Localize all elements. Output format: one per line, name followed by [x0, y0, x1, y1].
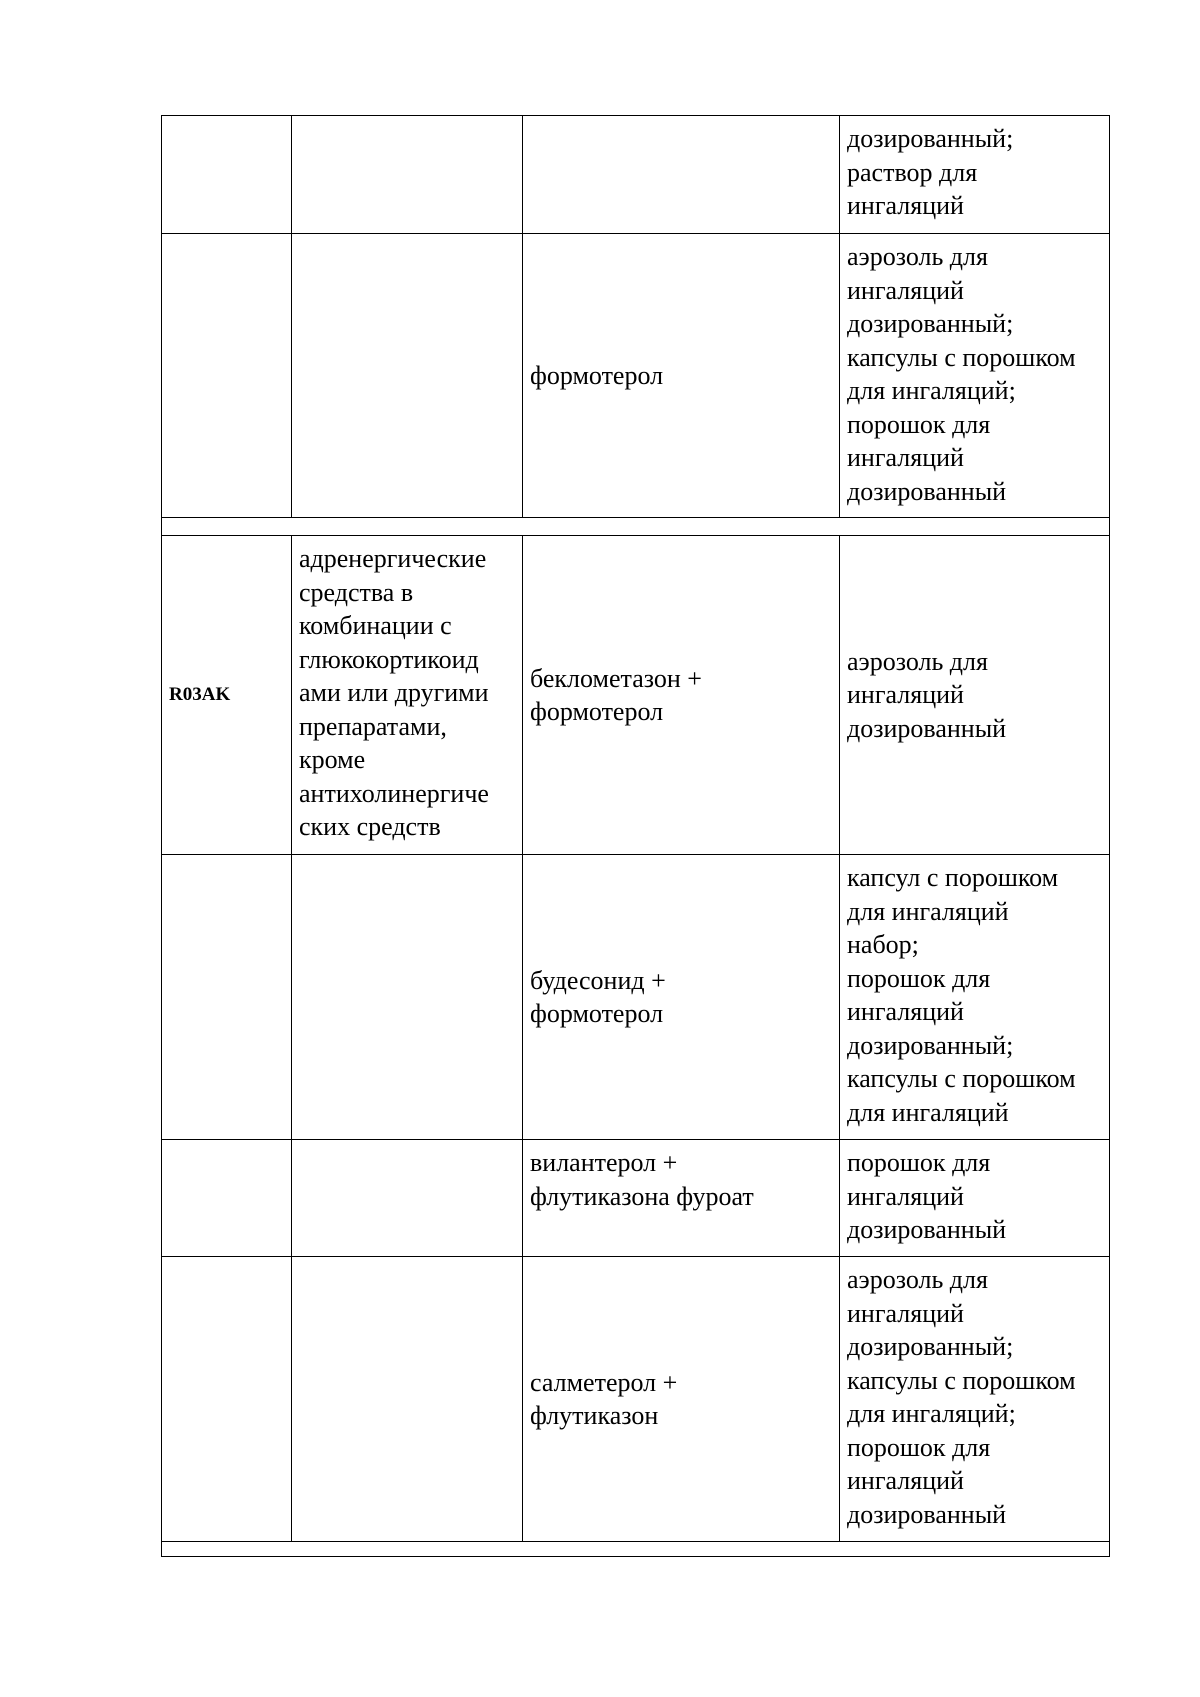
forms-text: аэрозоль для ингаляций дозированный [847, 646, 1007, 743]
substance-text: формотерол [530, 360, 664, 390]
cell-forms [839, 854, 1110, 1140]
cell-code [161, 535, 292, 855]
cell-substance [522, 854, 840, 1140]
cell-group [291, 115, 523, 234]
forms-text: аэрозоль для ингаляций дозированный; капсулы с порошком для ингаляций; порошок для ингаляций дозированный [847, 242, 1076, 506]
cell-forms [839, 535, 1110, 855]
cell-forms [839, 1139, 1110, 1257]
cell-substance [522, 535, 840, 855]
cell-substance [522, 1139, 840, 1257]
substance-text: будесонид + формотерол [530, 965, 666, 1028]
cell-substance [522, 1256, 840, 1542]
substance-text: салметерол + флутиказон [530, 1367, 678, 1430]
forms-text: капсул с порошком для ингаляций набор; порошок для ингаляций дозированный; капсулы с порошком для ингаляций [847, 863, 1076, 1127]
spacer-row [161, 517, 1110, 536]
cell-code [161, 233, 292, 518]
forms-text: аэрозоль для ингаляций дозированный; капсулы с порошком для ингаляций; порошок для ингаляций дозированный [847, 1265, 1076, 1529]
cell-code [161, 1256, 292, 1542]
drug-table [161, 115, 1110, 1555]
forms-text: дозированный; раствор для ингаляций [847, 124, 1014, 220]
cell-group [291, 535, 523, 855]
forms-text: порошок для ингаляций дозированный [847, 1148, 1007, 1244]
substance-text: вилантерол + флутиказона фуроат [530, 1148, 754, 1211]
cell-code [161, 115, 292, 234]
cell-substance [522, 115, 840, 234]
cell-group [291, 1139, 523, 1257]
group-text: адренергические средства в комбинации с глюкокортикоид ами или другими препаратами, кроме антихолинергиче ских средств [299, 544, 489, 841]
cell-forms [839, 115, 1110, 234]
cell-forms [839, 1256, 1110, 1542]
code-text: R03AK [169, 684, 231, 706]
cell-code [161, 854, 292, 1140]
substance-text: беклометазон + формотерол [530, 663, 702, 726]
cell-group [291, 854, 523, 1140]
cell-group [291, 1256, 523, 1542]
cell-group [291, 233, 523, 518]
spacer-row [161, 1541, 1110, 1557]
cell-code [161, 1139, 292, 1257]
cell-forms [839, 233, 1110, 518]
cell-substance [522, 233, 840, 518]
